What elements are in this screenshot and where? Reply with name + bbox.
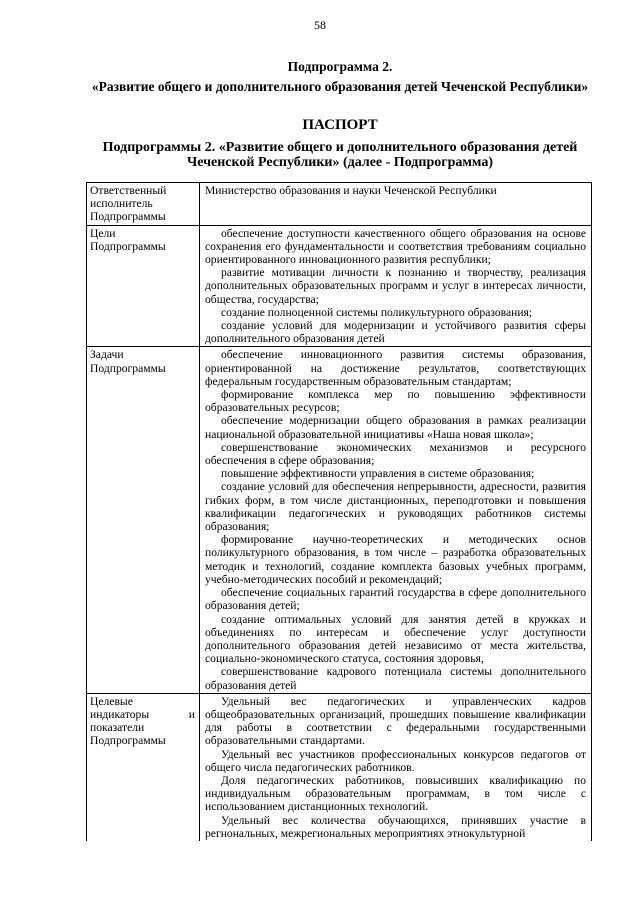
content-paragraph: обеспечение социальных гарантий государства в сфере дополнительного образования детей;	[205, 586, 586, 613]
content-paragraph: развитие мотивации личности к познанию и творчеству, реализация дополнительных образовательных программ и услуг в интересах личности, общества, государства;	[205, 266, 586, 306]
table-row	[87, 225, 592, 347]
row-content	[200, 347, 592, 693]
content-paragraph: обеспечение инновационного развития системы образования, ориентированной на достижение результатов, соответствующих федеральным государственным образовательным стандартам;	[205, 348, 586, 388]
content-paragraph: создание условий для модернизации и устойчивого развития сферы дополнительного образования детей	[205, 319, 586, 346]
subprogram-name: «Развитие общего и дополнительного образования детей Чеченской Республики»	[91, 79, 589, 94]
content-paragraph: формирование научно-теоретических и методических основ поликультурного образования, в том числе – разработка образовательных методик и технологий, создание комплекта базовых учебных программ, учебно-методических пособий и рекомендаций;	[205, 533, 586, 586]
row-label-line: Целевые	[90, 694, 133, 708]
content-paragraph: обеспечение модернизации общего образования в рамках реализации национальной образовательной инициативы «Наша новая школа»;	[205, 414, 586, 441]
table-row	[87, 183, 592, 226]
row-label-line: Цели	[90, 226, 116, 240]
row-label-line: Подпрограммы	[90, 210, 166, 224]
row-label-line: индикаторы и	[90, 707, 195, 721]
content-paragraph: Удельный вес участников профессиональных конкурсов педагогов от общего числа педагогических работников.	[205, 747, 586, 774]
content-paragraph: Удельный вес педагогических и управленческих кадров общеобразовательных организаций, прошедших повышение квалификации для работы в соответствии с федеральными государственными образовательными стандартами.	[205, 694, 586, 748]
passport-title: ПАСПОРТ	[302, 117, 378, 133]
content-paragraph: Доля педагогических работников, повысивших квалификацию по индивидуальным образовательным программам, в том числе с использованием дистанционных технологий.	[205, 773, 586, 814]
table-row	[87, 347, 592, 693]
content-paragraph: совершенствование кадрового потенциала системы дополнительного образования детей	[205, 665, 586, 692]
row-content	[200, 693, 592, 841]
content-paragraph: создание условий для обеспечения непрерывности, адресности, развития гибких форм, в том числе дистанционных, переподготовки и повышения квалификации педагогических и руководящих работников системы образования;	[205, 480, 586, 534]
row-label-line: показатели	[90, 721, 145, 735]
row-content	[200, 225, 592, 347]
row-label-line: исполнитель	[90, 197, 153, 211]
row-label-line: Подпрограммы	[90, 734, 166, 748]
content-paragraph: совершенствование экономических механизмов и ресурсного обеспечения в сфере образования;	[205, 440, 586, 468]
content-paragraph: повышение эффективности управления в системе образования;	[221, 467, 535, 481]
row-label-line: Подпрограммы	[90, 239, 166, 253]
content-paragraph: формирование комплекса мер по повышению эффективности образовательных ресурсов;	[205, 388, 586, 415]
table-row	[87, 693, 592, 841]
subprogram-title: Подпрограмма 2.	[287, 59, 393, 74]
row-content	[200, 183, 592, 226]
content-paragraph: создание оптимальных условий для занятия детей в кружках и объединениях по интересам и обеспечение услуг доступности дополнительного образования детей независимо от места жительства, социально-экономического статуса, состояния здоровья,	[205, 612, 586, 666]
passport-table	[86, 182, 592, 841]
content-paragraph: Удельный вес количества обучающихся, принявших участие в регнональных, межрегиональных мероприятиях этнокультурной	[205, 813, 586, 840]
passport-subtitle: Подпрограммы 2. «Развитие общего и дополнительного образования детей Чеченской Республики» (далее - Подпрограмма)	[102, 140, 578, 170]
row-label	[87, 347, 200, 693]
row-label	[87, 183, 200, 226]
row-label-line: Задачи	[90, 348, 124, 362]
row-label-line: Подпрограммы	[90, 361, 166, 375]
content-paragraph: Министерство образования и науки Чеченской Республики	[205, 184, 497, 197]
row-label	[87, 225, 200, 347]
content-paragraph: обеспечение доступности качественного общего образования на основе сохранения его фундаментальности и соответствия требованиям социально ориентированного инновационного развития республики;	[205, 226, 586, 267]
content-paragraph: создание полноценной системы поликультурного образования;	[221, 305, 533, 319]
page-number: 58	[314, 18, 326, 32]
row-label	[87, 693, 200, 841]
row-label-line: Ответственный	[90, 184, 167, 197]
